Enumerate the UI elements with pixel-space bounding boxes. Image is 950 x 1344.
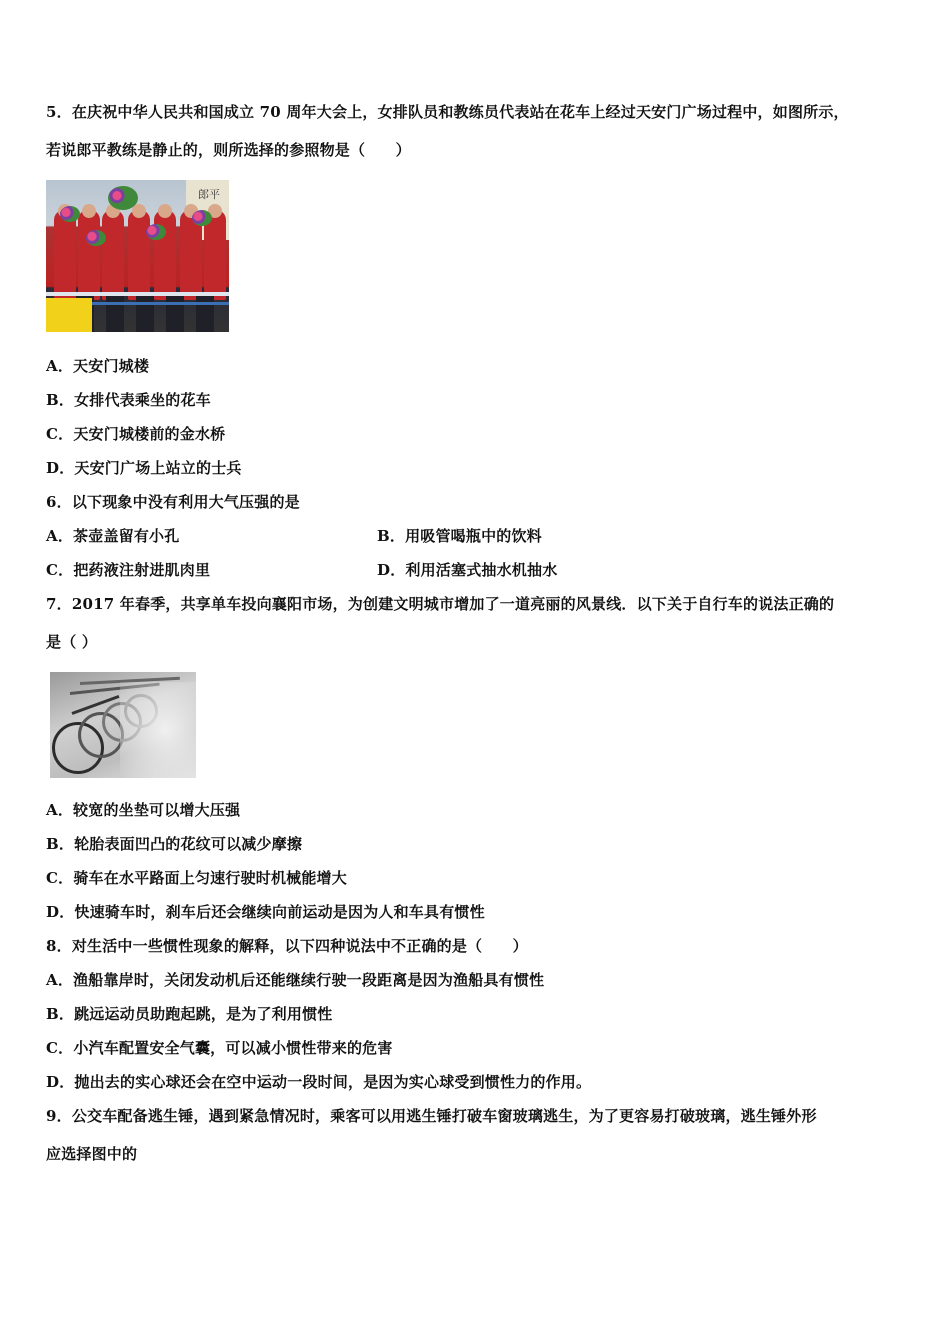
q5-option-c: C．天安门城楼前的金水桥 <box>46 425 226 443</box>
q9-stem-line1: 9．公交车配备逃生锤，遇到紧急情况时，乘客可以用逃生锤打破车窗玻璃逃生，为了更容易打破玻璃，逃生锤外形 <box>46 1107 817 1125</box>
q7-stem-line1: 7．2017 年春季，共享单车投向襄阳市场，为创建文明城市增加了一道亮丽的风景线．以下关于自行车的说法正确的 <box>46 595 835 613</box>
q7-stem-line2: 是（ ） <box>46 633 98 651</box>
q5-stem-line1: 5．在庆祝中华人民共和国成立 70 周年大会上，女排队员和教练员代表站在花车上经过天安门广场过程中，如图所示， <box>46 103 849 121</box>
q7-option-d: D．快速骑车时，刹车后还会继续向前运动是因为人和车具有惯性 <box>46 903 485 921</box>
shared-bikes-photo <box>50 672 196 778</box>
q5-option-b: B．女排代表乘坐的花车 <box>46 391 211 409</box>
q7-option-b: B．轮胎表面凹凸的花纹可以减少摩擦 <box>46 835 303 853</box>
q5-option-d: D．天安门广场上站立的士兵 <box>46 459 242 477</box>
q6-stem: 6．以下现象中没有利用大气压强的是 <box>46 493 300 511</box>
q6-option-c: C．把药液注射进肌肉里 <box>46 561 211 579</box>
q8-option-d: D．抛出去的实心球还会在空中运动一段时间，是因为实心球受到惯性力的作用。 <box>46 1073 592 1091</box>
q8-option-c: C．小汽车配置安全气囊，可以减小惯性带来的危害 <box>46 1039 393 1057</box>
q8-stem: 8．对生活中一些惯性现象的解释，以下四种说法中不正确的是（ ） <box>46 937 528 955</box>
q7-option-a: A．较宽的坐垫可以增大压强 <box>46 801 241 819</box>
q9-stem-line2: 应选择图中的 <box>46 1145 138 1163</box>
volleyball-float-photo <box>46 180 229 332</box>
q6-option-d: D．利用活塞式抽水机抽水 <box>377 561 558 579</box>
q5-stem-line2: 若说郎平教练是静止的，则所选择的参照物是（ ） <box>46 141 411 159</box>
q5-option-a: A．天安门城楼 <box>46 357 150 375</box>
photo-banner-text: 郎平 <box>198 188 220 201</box>
q6-option-a: A．茶壶盖留有小孔 <box>46 527 180 545</box>
q8-option-a: A．渔船靠岸时，关闭发动机后还能继续行驶一段距离是因为渔船具有惯性 <box>46 971 545 989</box>
q7-option-c: C．骑车在水平路面上匀速行驶时机械能增大 <box>46 869 347 887</box>
q6-option-b: B．用吸管喝瓶中的饮料 <box>377 527 542 545</box>
q8-option-b: B．跳远运动员助跑起跳，是为了利用惯性 <box>46 1005 333 1023</box>
